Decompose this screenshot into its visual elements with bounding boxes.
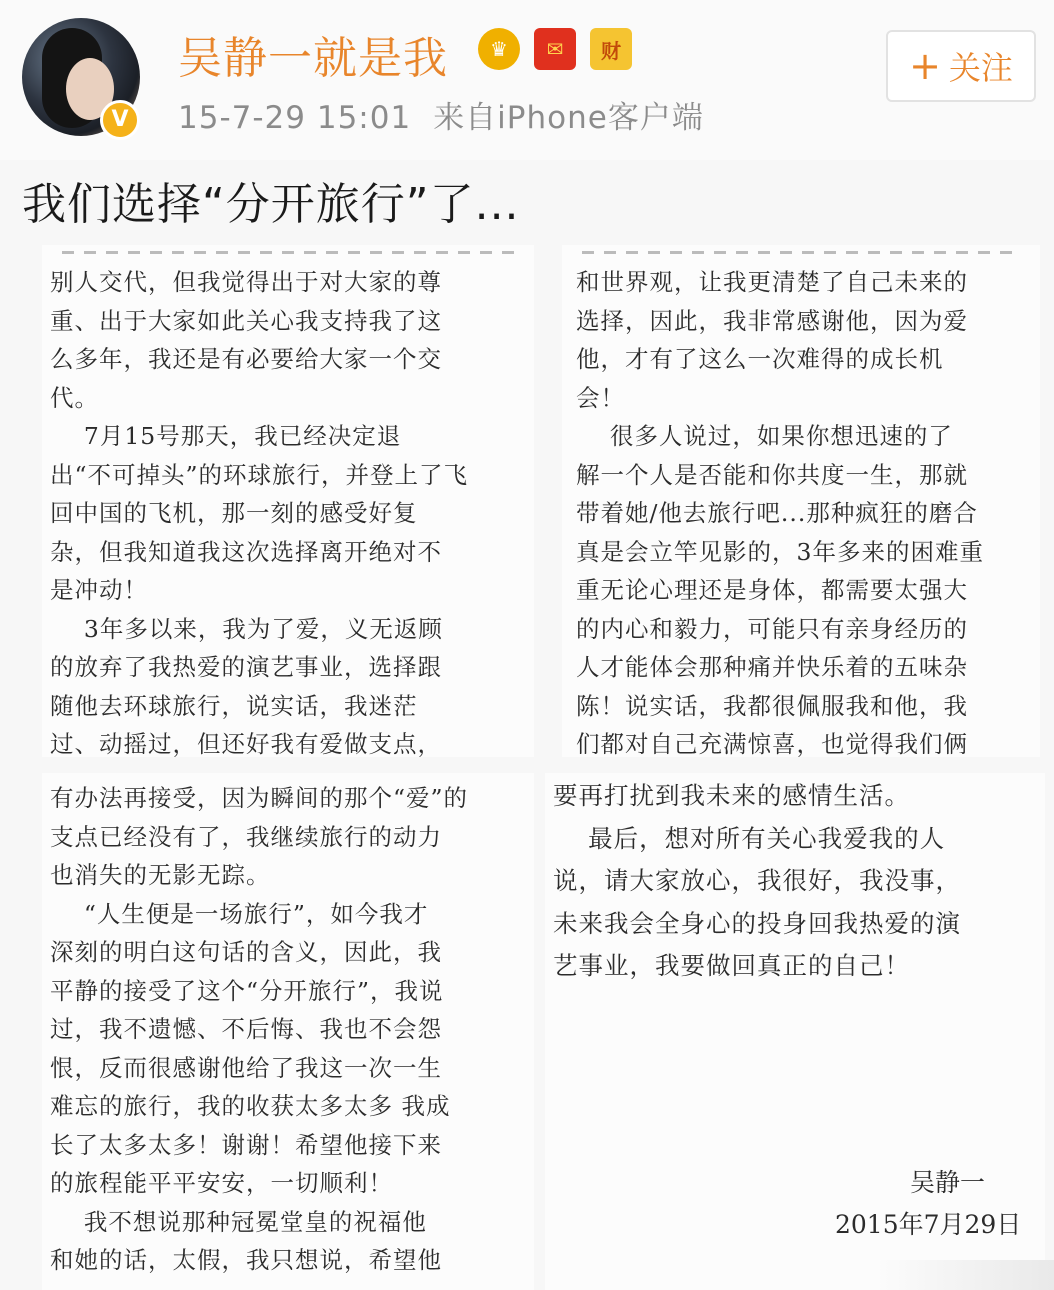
letter-text: 有办法再接受，因为瞬间的那个“爱”的 支点已经没有了，我继续旅行的动力 也消失的无影无踪。 “人生便是一场旅行”，如今我才 深刻的明白这句话的含义，因此，我 平静的接受了这个“分开旅行”，我说 过，我不遗憾、不后悔、我也不会怨 恨，反而很感谢他给了我这一次一生 难忘的旅行，我的收获太多太多 我成 长了太多太多！谢谢！希望他接下来 的旅程能平平安安，一切顺利！ 我不想说那种冠冕堂皇的祝福他 和她的话，太假，我只想说，希望他: [50, 784, 469, 1274]
letter-text: 别人交代，但我觉得出于对大家的尊 重、出于大家如此关心我支持我了这 么多年，我还是有必要给大家一个交 代。 7月15号那天，我已经决定退 出“不可掉头”的环球旅行，并登上了飞 回中国的飞机，那一刻的感受好复 杂，但我知道我这次选择离开绝对不 是冲动！ 3年多以来，我为了爱，义无返顾 的放弃了我热爱的演艺事业，选择跟 随他去环球旅行，说实话，我迷茫 过、动摇过，但还好我有爱做支点，: [50, 268, 469, 758]
username[interactable]: 吴静一就是我: [178, 33, 448, 84]
cropped-line: [562, 245, 1040, 263]
post-header: [0, 0, 1054, 160]
plus-icon: +: [909, 44, 941, 88]
signature-date: 2015年7月29日: [835, 1210, 1022, 1239]
watermark-fade: [874, 1260, 1054, 1290]
letter-text: 要再打扰到我未来的感情生活。 最后，想对所有关心我爱我的人 说，请大家放心，我很好，我没事， 未来我会全身心的投身回我热爱的演 艺事业，我要做回真正的自己！: [553, 781, 961, 980]
follow-label: 关注: [948, 49, 1013, 87]
follow-button[interactable]: [886, 30, 1036, 102]
post-headline: 我们选择“分开旅行”了...: [22, 179, 520, 230]
post-source[interactable]: 来自iPhone客户端: [433, 100, 704, 136]
user-badges: [478, 28, 632, 70]
v-verified-icon: V: [100, 100, 140, 140]
wealth-icon[interactable]: 财: [590, 28, 632, 70]
letter-text: 和世界观，让我更清楚了自己未来的 选择，因此，我非常感谢他，因为爱 他，才有了这么一次难得的成长机 会！ 很多人说过，如果你想迅速的了 解一个人是否能和你共度一生，那就 带着她/他去旅行吧...那种疯狂的磨合 真是会立竿见影的，3年多来的困难重 重无论心理还是身体，都需要太强大 的内心和毅力，可能只有亲身经历的 人才能体会那种痛并快乐着的五味杂 陈！说实话，我都很佩服我和他，我 们都对自己充满惊喜，也觉得我们俩: [576, 268, 984, 758]
post-timestamp[interactable]: 15-7-29 15:01: [178, 100, 412, 136]
crown-icon[interactable]: ♛: [478, 28, 520, 70]
letter-image-col1-bottom[interactable]: [42, 773, 534, 1290]
signature-name: 吴静一: [910, 1168, 986, 1197]
red-packet-icon[interactable]: ✉: [534, 28, 576, 70]
post-meta: [178, 92, 704, 137]
letter-image-col2-top[interactable]: [562, 245, 1040, 757]
letter-image-col1-top[interactable]: [42, 245, 534, 757]
cropped-line: [42, 245, 534, 263]
